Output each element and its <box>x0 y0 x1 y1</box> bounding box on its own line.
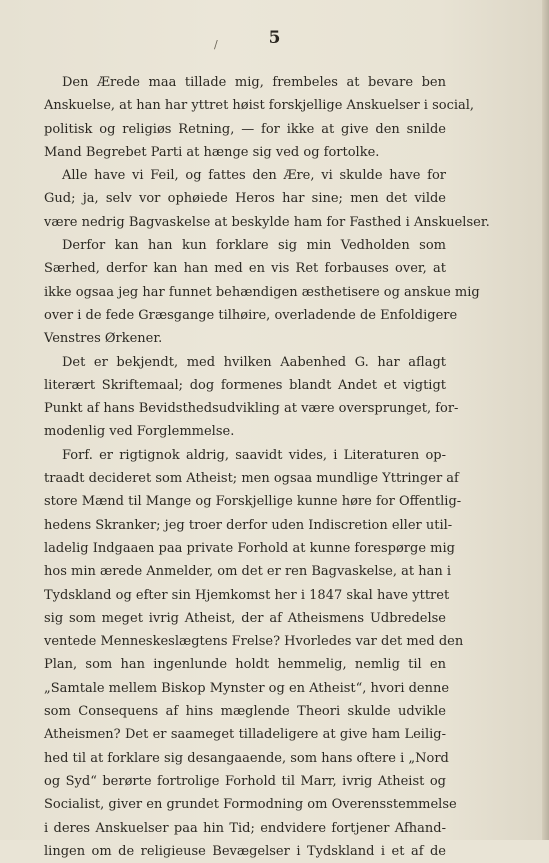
page-edge <box>542 0 549 840</box>
text-line: over i de fede Græsgange tilhøire, overladende de Enfoldigere <box>44 307 458 323</box>
text-line: Det er bekjendt, med hvilken Aabenhed G. har aflagt <box>62 354 446 370</box>
text-line: ikke ogsaa jeg har funnet behændigen æsthetisere og anskue mig <box>44 284 480 300</box>
text-line: politisk og religiøs Retning, — for ikke at give den snilde <box>44 121 446 137</box>
text-line: traadt decideret som Atheist; men ogsaa mundlige Yttringer af <box>44 471 459 487</box>
text-line: Venstres Ørkener. <box>44 331 163 347</box>
text-line: Derfor kan han kun forklare sig min Vedholden som <box>62 238 446 254</box>
text-line: ventede Menneskeslægtens Frelse? Hvorledes var det med den <box>44 634 464 650</box>
text-line: sig som meget ivrig Atheist, der af Atheismens Udbredelse <box>44 610 446 626</box>
text-line: og Syd“ berørte fortrolige Forhold til Marr, ivrig Atheist og <box>44 773 446 789</box>
text-line: som Consequens af hins mæglende Theori skulde udvikle <box>44 704 446 720</box>
text-line: „Samtale mellem Biskop Mynster og en Atheist“, hvori denne <box>44 680 450 696</box>
body-text <box>44 71 490 863</box>
text-line: Atheismen? Det er saameget tilladeligere at give ham Leilig- <box>44 727 446 743</box>
text-line: være nedrig Bagvaskelse at beskylde ham for Fasthed i Anskuelser. <box>44 214 490 230</box>
text-line: Den Ærede maa tillade mig, frembeles at bevare ben <box>62 75 446 90</box>
text-line: Mand Begrebet Parti at hænge sig ved og fortolke. <box>44 144 380 160</box>
text-line: Punkt af hans Bevidsthedsudvikling at være oversprunget, for- <box>44 401 459 417</box>
text-line: modenlig ved Forglemmelse. <box>44 424 235 440</box>
text-line: ladelig Indgaaen paa private Forhold at kunne forespørge mig <box>44 540 455 556</box>
text-line: hos min ærede Anmelder, om det er ren Bagvaskelse, at han i <box>44 564 452 580</box>
page-mark: / <box>214 38 218 51</box>
page-number: 5 <box>268 28 281 48</box>
text-line: hedens Skranker; jeg troer derfor uden Indiscretion eller util- <box>44 517 453 533</box>
text-line: Anskuelse, at han har yttret høist forskjellige Anskuelser i social, <box>44 98 475 114</box>
text-line: Gud; ja, selv vor ophøiede Heros har sine; men det vilde <box>44 191 446 207</box>
text-line: hed til at forklare sig desangaaende, som hans oftere i „Nord <box>44 750 449 766</box>
text-line: store Mænd til Mange og Forskjellige kunne høre for Offentlig- <box>44 494 462 510</box>
text-line: i deres Anskuelser paa hin Tid; endvidere fortjener Afhand- <box>44 820 446 836</box>
text-line: Særhed, derfor kan han med en vis Ret forbauses over, at <box>44 261 446 277</box>
text-line: lingen om de religieuse Bevægelser i Tydskland i et af de <box>44 843 446 859</box>
text-line: Tydskland og efter sin Hjemkomst her i 1847 skal have yttret <box>44 587 450 603</box>
text-line: Forf. er rigtignok aldrig, saavidt vides, i Literaturen op- <box>62 447 446 463</box>
text-line: Plan, som han ingenlunde holdt hemmelig, nemlig til en <box>44 657 446 673</box>
text-line: Socialist, giver en grundet Formodning om Overensstemmelse <box>44 797 457 813</box>
text-line: Alle have vi Feil, og fattes den Ære, vi skulde have for <box>62 168 446 184</box>
text-line: literært Skriftemaal; dog formenes blandt Andet et vigtigt <box>44 377 446 393</box>
